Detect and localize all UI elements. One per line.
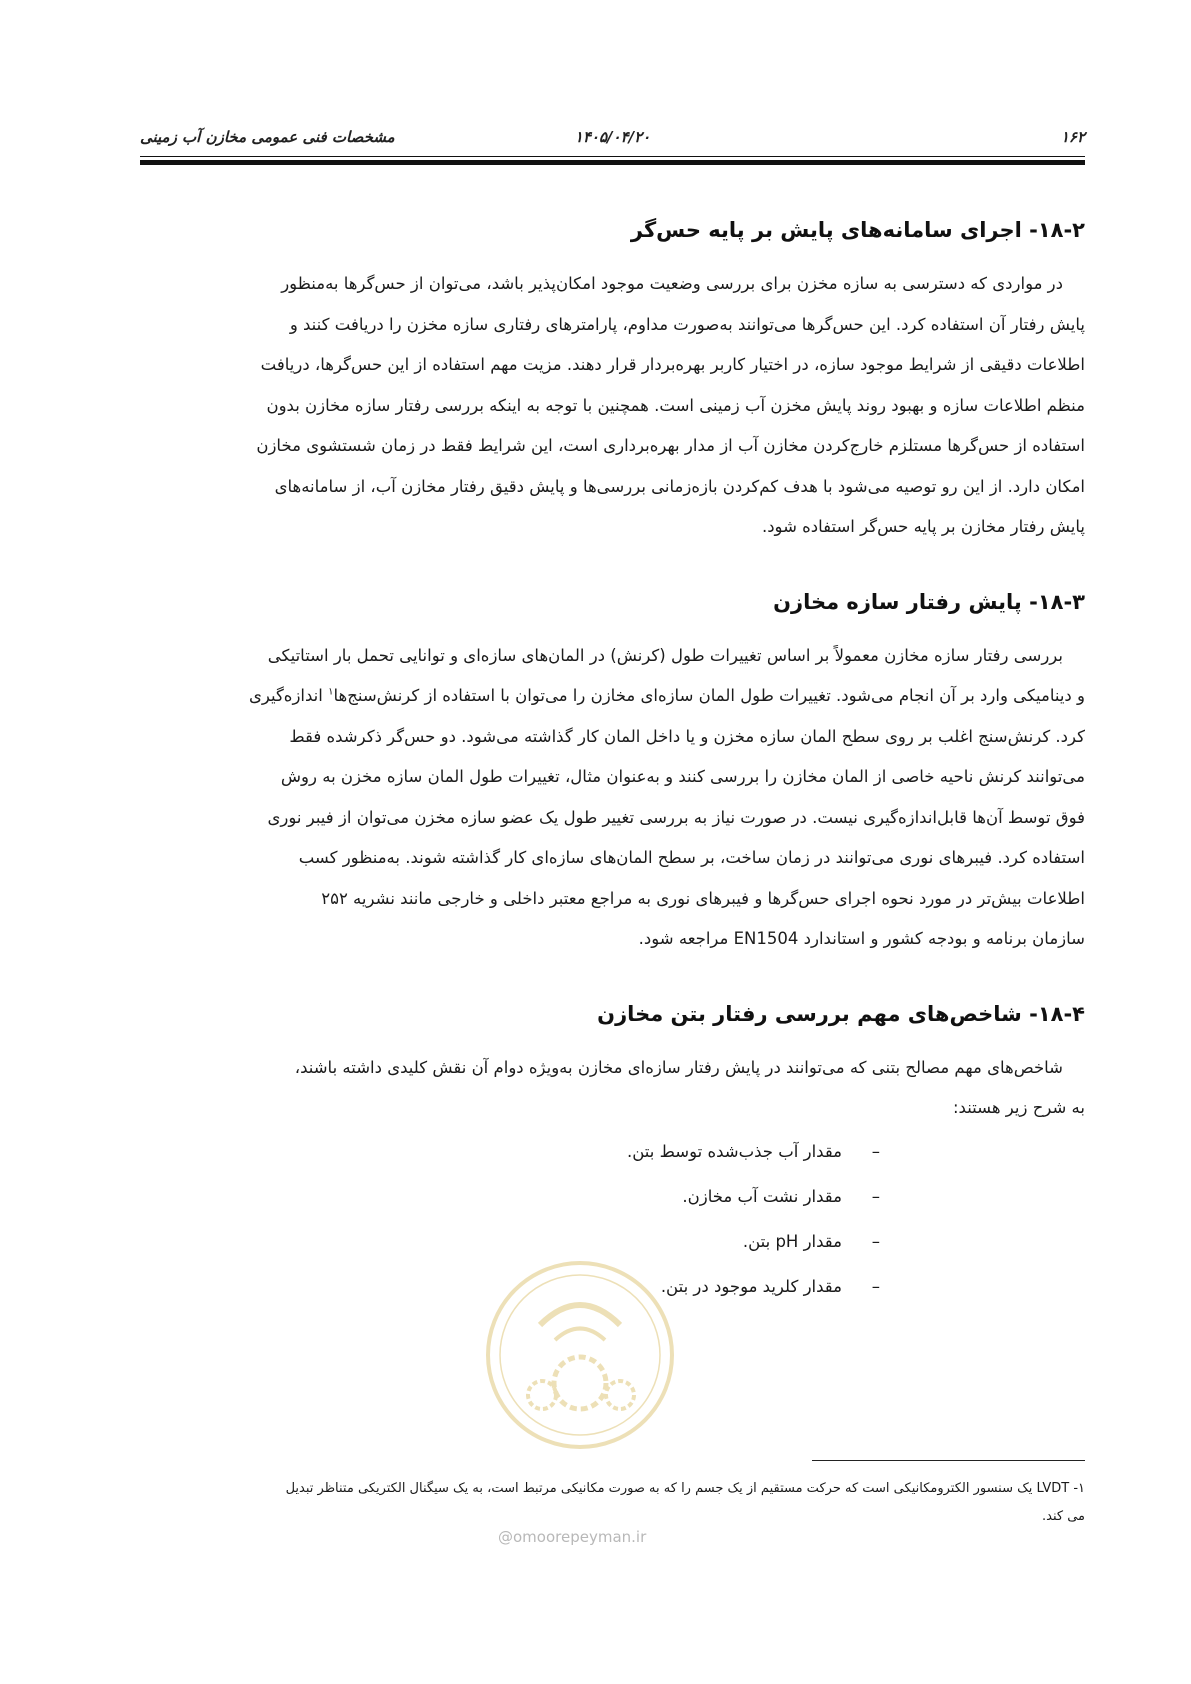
paragraph-line: در مواردی که دسترسی به سازه مخزن برای بررسی وضعیت موجود امکان‌پذیر باشد، می‌توان از حس‌گرها به‌منظور (281, 274, 1063, 293)
paragraph-line-with-footnote (140, 676, 1085, 717)
paragraph-line: اطلاعات بیش‌تر در مورد نحوه اجرای حس‌گرها و فیبرهای نوری به مراجع معتبر داخلی و خارجی مانند نشریه ۲۵۲ (321, 888, 1085, 908)
dash-bullet: – (871, 1231, 880, 1251)
line-text: و دینامیکی وارد بر آن انجام می‌شود. تغییرات طول المان سازه‌ای مخازن را می‌توان با استفاده از کرنش‌سنج‌ها (333, 686, 1085, 705)
section-heading-18-4: ۱۸-۴- شاخص‌های مهم بررسی رفتار بتن مخازن (597, 1001, 1085, 1026)
paragraph-line: اطلاعات دقیقی از شرایط موجود سازه، در اختیار کاربر بهره‌بردار قرار دهند. مزیت مهم استفاده از این حس‌گرها، دریافت (260, 355, 1085, 374)
main-content (140, 210, 1085, 1309)
paragraph-line: بررسی رفتار سازه مخازن معمولاً بر اساس تغییرات طول (کرنش) در المان‌های سازه‌ای و توانایی تحمل بار استاتیکی (267, 645, 1063, 665)
page-number: ۱۶۲ (1060, 128, 1085, 146)
paragraph-line: به شرح زیر هستند: (952, 1098, 1085, 1117)
paragraph-line: پایش رفتار مخازن بر پایه حس‌گر استفاده شود. (761, 517, 1085, 536)
paragraph-line: منظم اطلاعات سازه و بهبود روند پایش مخزن آب زمینی است. همچنین با توجه به اینکه بررسی رفتار سازه مخازن بدون (266, 395, 1085, 415)
footnote-marker: ۱ (328, 686, 334, 698)
section-18-2-body (140, 264, 1085, 548)
list-item-text: مقدار pH بتن. (742, 1231, 842, 1251)
watermark-url: @omoorepeyman.ir (498, 1528, 647, 1546)
paragraph-line: کرد. کرنش‌سنج اغلب بر روی سطح المان سازه مخزن و یا داخل المان کار گذاشته می‌شود. دو حس‌گر ذکرشده فقط (289, 726, 1085, 746)
watermark-logo-icon (480, 1255, 680, 1455)
paragraph-line: سازمان برنامه و بودجه کشور و استاندارد EN1504 مراجعه شود. (638, 929, 1085, 948)
line-tail: اندازه‌گیری (248, 686, 329, 705)
list-item (140, 1129, 880, 1174)
paragraph-line: می‌توانند کرنش ناحیه خاصی از المان مخازن را بررسی کنند و به‌عنوان مثال، تغییرات طول المان سازه مخزن به روش (280, 767, 1085, 786)
list-item (140, 1174, 880, 1219)
footnote-line: می کند. (1042, 1509, 1085, 1524)
paragraph-line: پایش رفتار آن استفاده کرد. این حس‌گرها می‌توانند به‌صورت مداوم، پارامترهای رفتاری سازه مخزن را دریافت کنند و (289, 314, 1085, 334)
section-heading-18-2: ۱۸-۲- اجرای سامانه‌های پایش بر پایه حس‌گر (630, 218, 1085, 242)
paragraph-line: شاخص‌های مهم مصالح بتنی که می‌توانند در پایش رفتار سازه‌ای مخازن به‌ویژه دوام آن نقش کلیدی داشته باشند، (294, 1057, 1063, 1077)
header-title: مشخصات فنی عمومی مخازن آب زمینی (140, 128, 395, 146)
paragraph-line: فوق توسط آن‌ها قابل‌اندازه‌گیری نیست. در صورت نیاز به بررسی تغییر طول یک عضو سازه مخزن می‌توان از فیبر نوری (267, 807, 1085, 827)
dash-bullet: – (871, 1186, 880, 1206)
dash-bullet: – (871, 1141, 880, 1161)
paragraph-line: استفاده از حس‌گرها مستلزم خارج‌کردن مخازن آب از مدار بهره‌برداری است، این شرایط فقط در زمان شستشوی مخازن (256, 436, 1085, 455)
header-rule (140, 160, 1085, 165)
list-item-text: مقدار آب جذب‌شده توسط بتن. (627, 1141, 842, 1161)
section-heading-18-3: ۱۸-۳- پایش رفتار سازه مخازن (773, 589, 1085, 614)
footnote-line: ۱- LVDT یک سنسور الکترومکانیکی است که حرکت مستقیم از یک جسم را که به صورت مکانیکی مرتبط است، به یک سیگنال الکتریکی متناظر تبدیل (285, 1481, 1085, 1496)
paragraph-line: استفاده کرد. فیبرهای نوری می‌توانند در زمان ساخت، بر سطح المان‌های سازه‌ای کار گذاشته شوند. به‌منظور کسب (298, 848, 1085, 867)
section-18-3-body (140, 636, 1085, 960)
header-date: ۱۴۰۵/۰۴/۲۰ (574, 128, 651, 146)
paragraph-line: امکان دارد. از این رو توصیه می‌شود با هدف کم‌کردن بازه‌زمانی بررسی‌ها و پایش دقیق رفتار مخازن آب، از سامانه‌های (274, 476, 1085, 496)
list-item-text: مقدار نشت آب مخازن. (682, 1186, 842, 1206)
dash-bullet: – (871, 1276, 880, 1296)
footnote-rule (812, 1460, 1085, 1461)
list-item-text: مقدار کلرید موجود در بتن. (660, 1276, 842, 1296)
footnote (140, 1475, 1085, 1531)
running-header (140, 128, 1085, 152)
